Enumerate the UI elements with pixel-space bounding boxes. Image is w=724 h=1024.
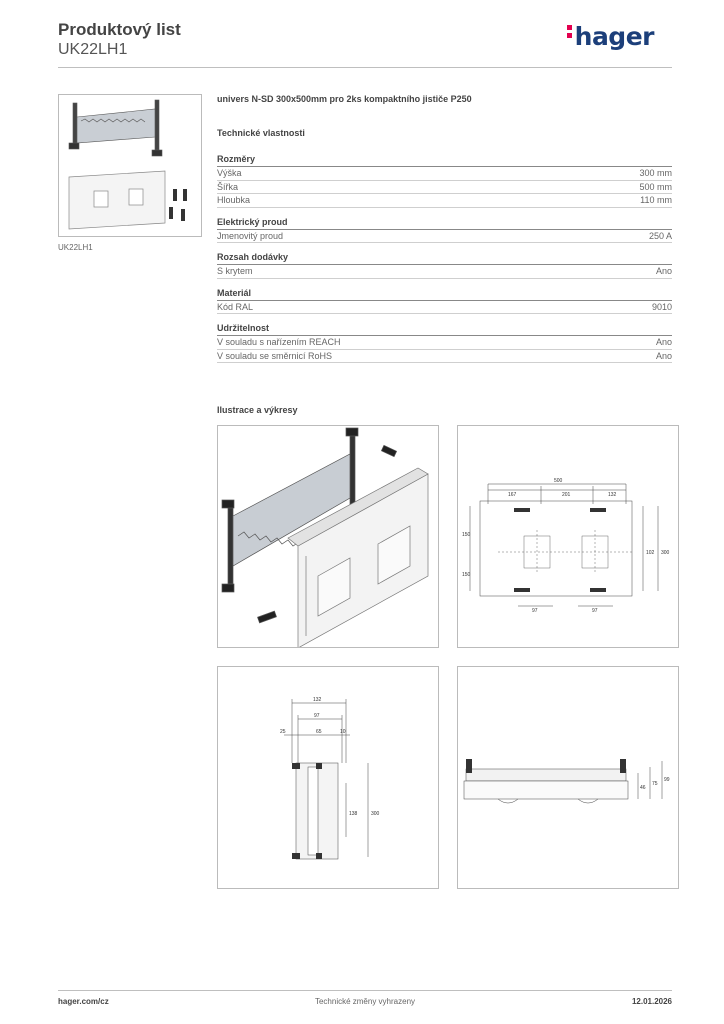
dim-25: 25 (280, 729, 286, 735)
dim-150-top: 150 (462, 532, 471, 538)
footer-divider (58, 990, 672, 991)
spec-row (217, 350, 672, 364)
spec-group-title: Rozsah dodávky (217, 252, 672, 265)
spec-label: Kód RAL (217, 301, 254, 312)
footer-date: 12.01.2026 (631, 997, 672, 1006)
dim-75: 75 (652, 781, 658, 787)
spec-row (217, 265, 672, 279)
hager-logo (567, 22, 654, 51)
spec-group-scope (217, 252, 672, 279)
spec-group-current (217, 217, 672, 244)
spec-row (217, 194, 672, 208)
bottom-dimension-drawing (457, 666, 679, 889)
spec-value: 110 mm (640, 195, 672, 205)
spec-label: Jmenovitý proud (217, 230, 284, 241)
dim-150-bottom: 150 (462, 572, 471, 578)
isometric-product-image (217, 425, 439, 648)
logo-dots-icon (567, 22, 572, 41)
spec-value: 250 A (648, 230, 672, 241)
spec-row (217, 301, 672, 315)
footer-notice: Technické změny vyhrazeny (314, 997, 416, 1006)
dim-46: 46 (640, 785, 646, 791)
dim-10: 10 (340, 729, 346, 735)
document-header (58, 20, 672, 68)
technical-properties-heading: Technické vlastnosti (217, 128, 305, 138)
spec-value: Ano (655, 337, 672, 347)
dim-99: 99 (664, 777, 670, 783)
dim-300: 300 (661, 550, 670, 556)
front-dimension-drawing (457, 425, 679, 648)
spec-row (217, 167, 672, 181)
illustrations-heading: Ilustrace a výkresy (217, 405, 298, 415)
dim-97-left: 97 (532, 608, 538, 614)
spec-value: 300 mm (639, 168, 672, 178)
thumbnail-caption: UK22LH1 (58, 243, 93, 252)
document-title: Produktový list (58, 20, 181, 39)
spec-label: Šířka (217, 181, 239, 192)
spec-row (217, 230, 672, 244)
dim-138: 138 (349, 811, 358, 817)
spec-group-title: Rozměry (217, 154, 672, 167)
dim-300: 300 (371, 811, 380, 817)
spec-label: S krytem (217, 266, 253, 276)
spec-group-sustainability (217, 323, 672, 363)
spec-label: V souladu se směrnicí RoHS (217, 350, 333, 361)
spec-value: 500 mm (639, 181, 672, 192)
dim-97-right: 97 (592, 608, 598, 614)
spec-group-title: Udržitelnost (217, 323, 672, 336)
page-footer (58, 997, 672, 1009)
spec-label: V souladu s nařízením REACH (217, 337, 341, 347)
spec-label: Hloubka (217, 195, 251, 205)
product-code: UK22LH1 (58, 41, 128, 58)
dim-65: 65 (316, 729, 322, 735)
dim-500: 500 (554, 478, 563, 484)
spec-group-title: Elektrický proud (217, 217, 672, 230)
spec-value: Ano (655, 350, 672, 361)
dim-102: 102 (646, 550, 655, 556)
spec-row (217, 181, 672, 195)
dim-132: 132 (608, 492, 617, 498)
spec-value: Ano (655, 266, 672, 276)
logo-text: hager (574, 22, 654, 51)
specifications-panel (217, 94, 672, 372)
dim-167: 167 (508, 492, 517, 498)
side-dimension-drawing (217, 666, 439, 889)
product-description: univers N-SD 300x500mm pro 2ks kompaktního jističe P250 (217, 94, 472, 104)
spec-row (217, 336, 672, 350)
spec-group-material (217, 288, 672, 315)
spec-group-dimensions (217, 154, 672, 208)
dim-132: 132 (313, 697, 322, 703)
spec-value: 9010 (651, 301, 672, 312)
dim-201: 201 (562, 492, 571, 498)
spec-label: Výška (217, 168, 242, 178)
dim-97: 97 (314, 713, 320, 719)
header-divider (58, 67, 672, 68)
footer-website-link[interactable]: hager.com/cz (58, 997, 109, 1006)
product-thumbnail (58, 94, 202, 237)
spec-group-title: Materiál (217, 288, 672, 301)
